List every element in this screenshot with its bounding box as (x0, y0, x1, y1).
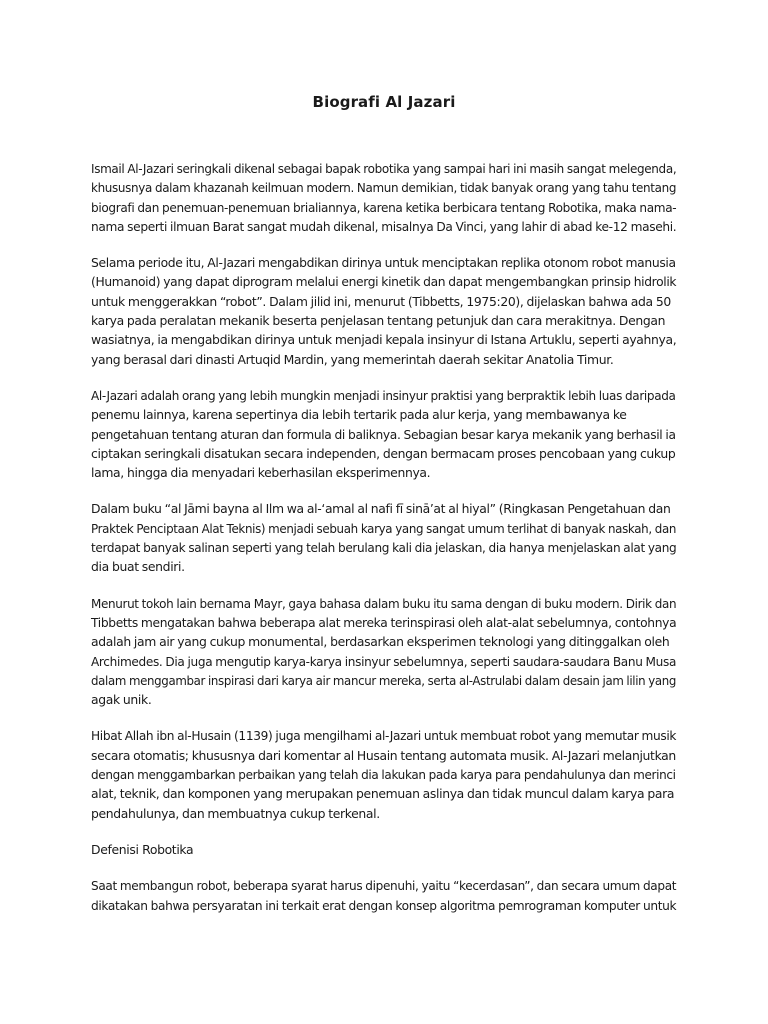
text-line: nama seperti ilmuan Barat sangat mudah dikenal, misalnya Da Vinci, yang lahir di abad ke-12 masehi. (91, 218, 677, 234)
text-line: yang berasal dari dinasti Artuqid Mardin, yang memerintah daerah sekitar Anatolia Timur. (91, 351, 614, 367)
text-line: (Humanoid) yang dapat diprogram melalui energi kinetik dan dapat mengembangkan prinsip hidrolik (91, 274, 677, 290)
text-line: alat, teknik, dan komponen yang merupakan penemuan aslinya dan tidak muncul dalam karya para (91, 786, 675, 802)
text-line: penemu lainnya, karena sepertinya dia lebih tertarik pada alur kerja, yang membawanya ke (91, 407, 627, 423)
text-line: dalam menggambar inspirasi dari karya air mancur mereka, serta al-Astrulabi dalam desain jam lilin yang (91, 672, 677, 688)
text-line: pendahulunya, dan membuatnya cukup terkenal. (91, 805, 380, 821)
text-line: lama, hingga dia menyadari keberhasilan eksperimennya. (91, 465, 431, 481)
text-line: khususnya dalam khazanah keilmuan modern. Namun demikian, tidak banyak orang yang tahu tentang (91, 180, 677, 196)
paragraph-4 (91, 499, 676, 576)
paragraph-1 (91, 159, 676, 236)
text-line: wasiatnya, ia mengabdikan dirinya untuk menjadi kepala insinyur di Istana Artuklu, seperti ayahnya, (91, 332, 677, 348)
text-line: Hibat Allah ibn al-Husain (1139) juga mengilhami al-Jazari untuk membuat robot yang memutar musik (91, 728, 677, 744)
text-line: Menurut tokoh lain bernama Mayr, gaya bahasa dalam buku itu sama dengan di buku modern. Dirik dan (91, 595, 677, 611)
text-line: terdapat banyak salinan seperti yang telah berulang kali dia jelaskan, dia hanya menjelaskan alat yang (91, 540, 677, 556)
section-heading: Defenisi Robotika (91, 841, 194, 857)
paragraph-3 (91, 386, 676, 482)
text-line: dikatakan bahwa persyaratan ini terkait erat dengan konsep algoritma pemrograman komputer untuk (91, 897, 677, 913)
text-line: ciptakan seringkali disatukan secara independen, dengan bermacam proses pencobaan yang cukup (91, 445, 676, 461)
text-line: Saat membangun robot, beberapa syarat harus dipenuhi, yaitu “kecerdasan”, dan secara umum dapat (91, 878, 677, 894)
text-line: untuk menggerakkan “robot”. Dalam jilid ini, menurut (Tibbetts, 1975:20), dijelaskan bahwa ada 50 (91, 293, 671, 309)
text-line: pengetahuan tentang aturan dan formula di baliknya. Sebagian besar karya mekanik yang berhasil ia (91, 426, 676, 442)
text-line: Praktek Penciptaan Alat Teknis) menjadi sebuah karya yang sangat umum terlihat di banyak naskah, dan (91, 520, 677, 536)
text-line: Ismail Al-Jazari seringkali dikenal sebagai bapak robotika yang sampai hari ini masih sangat melegenda, (91, 161, 677, 176)
text-line: Tibbetts mengatakan bahwa beberapa alat mereka terinspirasi oleh alat-alat sebelumnya, contohnya (91, 614, 677, 630)
text-line: dengan menggambarkan perbaikan yang telah dia lakukan pada karya para pendahulunya dan merinci (91, 767, 676, 783)
text-line: karya pada peralatan mekanik beserta penjelasan tentang petunjuk dan cara merakitnya. Dengan (91, 313, 666, 329)
document-title: Biografi Al Jazari (312, 93, 456, 111)
text-line: adalah jam air yang cukup monumental, berdasarkan eksperimen teknologi yang ditinggalkan oleh (91, 634, 670, 650)
text-line: Archimedes. Dia juga mengutip karya-karya insinyur sebelumnya, seperti saudara-saudara Banu Musa (91, 653, 677, 669)
paragraph-2 (91, 253, 676, 369)
text-line: Al-Jazari adalah orang yang lebih mungkin menjadi insinyur praktisi yang berpraktik lebih luas daripada (91, 387, 676, 403)
text-line: Dalam buku “al Jāmi bayna al Ilm wa al-‘amal al nafi fī sinā’at al hiyal” (Ringkasan Pengetahuan dan (91, 501, 671, 517)
text-line: Selama periode itu, Al-Jazari mengabdikan dirinya untuk menciptakan replika otonom robot manusia (91, 255, 676, 271)
document-body (91, 159, 676, 932)
text-line: dia buat sendiri. (91, 559, 185, 575)
text-line: biografi dan penemuan-penemuan brialiannya, karena ketika berbicara tentang Robotika, maka nama- (91, 199, 677, 215)
paragraph-5 (91, 594, 676, 710)
paragraph-7 (91, 876, 676, 915)
paragraph-6 (91, 726, 676, 822)
text-line: secara otomatis; khususnya dari komentar al Husain tentang automata musik. Al-Jazari melanjutkan (91, 747, 676, 763)
text-line: agak unik. (91, 692, 152, 708)
